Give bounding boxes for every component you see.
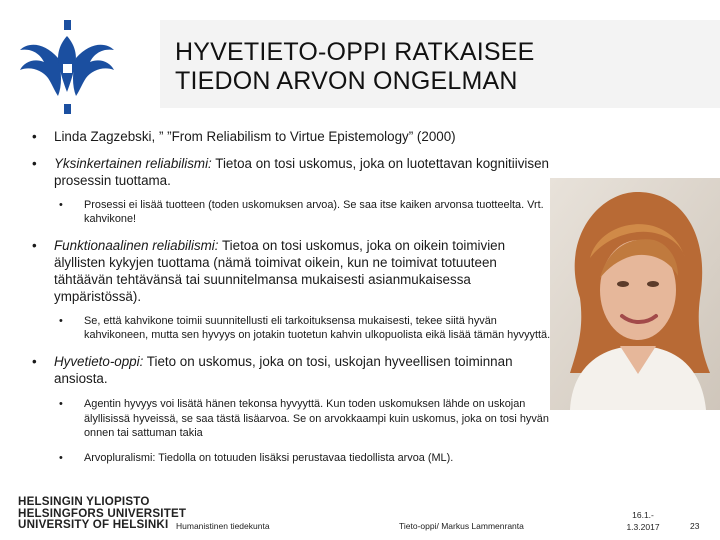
footer-date-line-2: 1.3.2017: [626, 522, 660, 532]
sub-bullet-item: [22, 314, 552, 343]
sub-bullet-text: Arvopluralismi: Tiedolla on totuuden lisäksi perustavaa tiedollista arvoa (ML).: [84, 451, 454, 464]
bullet-term: Yksinkertainen reliabilismi:: [54, 156, 212, 172]
bullet-item: [22, 128, 552, 145]
bullet-item: [22, 155, 552, 227]
bullet-term: Hyvetieto-oppi:: [54, 353, 144, 369]
sub-bullet-item: [22, 198, 552, 227]
sub-bullet-text: Prosessi ei lisää tuotteen (toden uskomuksen arvoa). Se saa itse kaiken arvonsa tuotteelta. Vrt. kahvikone!: [84, 198, 544, 226]
bullet-text: Tietoa on tosi uskomus, joka on luotettavan kognitiivisen prosessin tuottama.: [54, 156, 549, 189]
university-name-en: UNIVERSITY OF HELSINKI: [18, 518, 169, 531]
university-name-sv: HELSINGFORS UNIVERSITET: [18, 506, 187, 520]
university-wordmark: [18, 496, 186, 531]
slide-title: [175, 38, 535, 96]
bullet-dot: •: [32, 129, 37, 144]
sub-bullet-dot: •: [59, 198, 63, 211]
bullet-item: [22, 353, 552, 466]
sub-bullet-text: Se, että kahvikone toimii suunnitellusti eli tarkoituksensa mukaisesti, tekee siitä hyvän kahvikoneen, mutta sen hyvyys on jotakin tuotetun kahvin ulkopuolista eikä lisää tämän hyvyyttä.: [84, 314, 551, 342]
bullet-item: [22, 237, 552, 343]
page-number: 23: [690, 521, 700, 531]
helsinki-university-flame-logo-icon: [14, 18, 120, 118]
bullet-list: [22, 128, 552, 476]
bullet-dot: •: [32, 156, 37, 172]
bullet-text: Linda Zagzebski, ” ”From Reliabilism to Virtue Epistemology” (2000): [54, 129, 456, 144]
bullet-text: Tietoa on tosi uskomus, joka on oikein toimivien älyllisten kykyjen tuottama (nämä toimivat oikein, kun ne toimivat totuuteen tähtäävän tehtävänsä tai suunnitelmansa mukaisesti asianmukaisessa ympäristössä).: [54, 237, 506, 305]
bullet-text: Tieto on uskomus, joka on tosi, uskojan hyveellisen toiminnan ansiosta.: [54, 353, 513, 386]
sub-bullet-dot: •: [59, 314, 63, 327]
bullet-term: Funktionaalinen reliabilismi:: [54, 237, 219, 253]
footer-date-line-1: 16.1.-: [632, 510, 654, 520]
sub-bullet-dot: •: [59, 451, 63, 464]
sub-bullet-item: [22, 451, 552, 466]
university-name-fi: HELSINGIN YLIOPISTO: [18, 495, 150, 508]
footer-author: Tieto-oppi/ Markus Lammenranta: [399, 521, 524, 531]
bullet-dot: •: [32, 353, 37, 369]
sub-bullet-item: [22, 397, 552, 441]
sub-bullet-dot: •: [59, 398, 63, 411]
sub-bullet-text: Agentin hyvyys voi lisätä hänen tekonsa hyvyyttä. Kun toden uskomuksen lähde on uskojan älyllisissä hyveissä, se saa tästä lisäarvoa. Se on arvokkaampi kuin uskomus, joka on tosi hyvän onnen tai sattuman takia: [84, 398, 549, 440]
footer-faculty: Humanistinen tiedekunta: [176, 521, 270, 531]
footer-date: [620, 509, 666, 533]
portrait-photo-icon: [550, 178, 720, 410]
title-line-2: TIEDON ARVON ONGELMAN: [175, 67, 518, 95]
title-line-1: HYVETIETO-OPPI RATKAISEE: [175, 38, 535, 66]
bullet-dot: •: [32, 237, 37, 253]
